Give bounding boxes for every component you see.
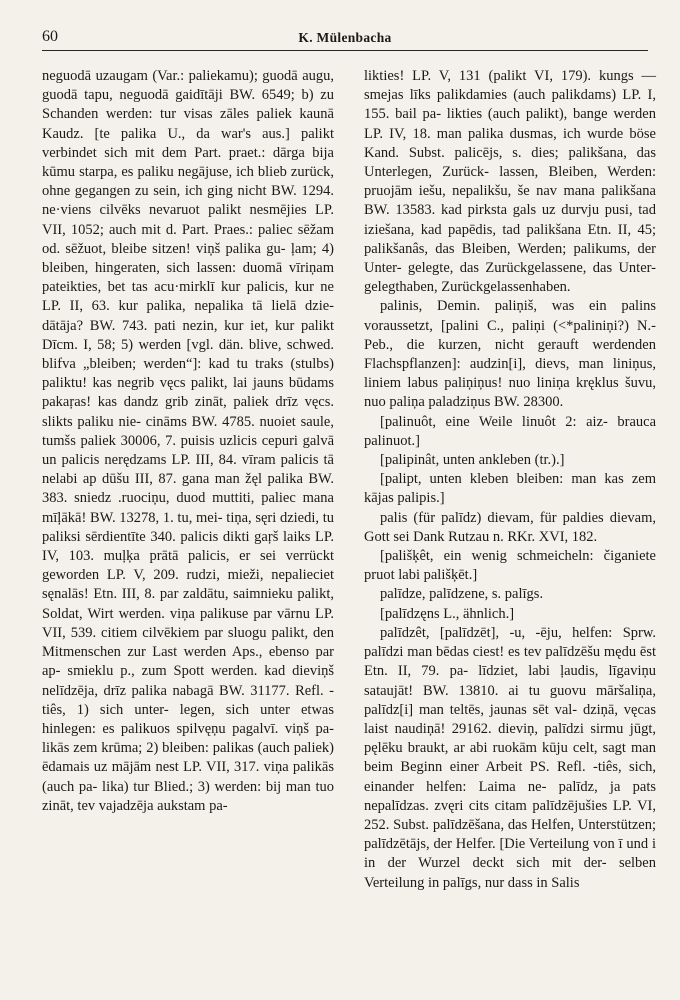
page-number: 60 [42, 28, 58, 45]
entry-paliskets: [pališķêt, ein wenig schmeicheln: čiganiete pruot labi pališķēt.] [364, 548, 656, 584]
entry-palidzens: [palīdzęns L., ähnlich.] [380, 605, 515, 622]
entry-palikt-end: likties! LP. V, 131 (palikt VI, 179). kungs — smejas līks palikdamies (auch palikdams) LP. I, 155. bail pa- likties (auch palikt), bange werden LP. IV, 18. man palika dusmas, ich wurde böse Kand. Subst. palicējs, s. dies; palikšana, das Unterlegen, Zurück- lassen, Bleiben, Werden: pruojām iešu, nepalikšu, še nav mana palikšana BW. 13583. kad pirksta gals uz durvju pusi, tad iziešana, kad papēdis, tad palikšana Etn. II, 45; palikšanâs, das Bleiben, Werden; palikums, der Unter- gelegte, das Zurückgelassene, das Unter- gelegthaben, Zurückgelassenhaben. [364, 68, 656, 296]
right-column [364, 67, 656, 893]
entry-palinuot: [palinuôt, eine Weile linuôt 2: aiz- brauca palinuot.] [364, 413, 656, 449]
entry-continuation: neguodā uzaugam (Var.: paliekamu); guodā augu, guodā tapu, neguodā gaidītāji BW. 6549; b) zu Schanden werden: tur visas zāles paliek kaunā Kaudz. [te palika U., da war's aus.] palikt verbindet sich mit dem Part. praet.: dārga bija kūmu starpa, es paliku negājuse, ich blieb zurück, ohne gegangen zu sein, ich ging nicht BW. 1294. ne·viens cilvēks nevaruot palikt nesmējies LP. VII, 1052; auch mit d. Part. Praes.: paliec sēžam od. sēžuot, bleibe sitzen! viņš palika gu- ļam; 4) bleiben, hingeraten, sich lassen: duomā vīriņam pateikties, bet tas acu·mirklī kur palicis, kur ne LP. II, 63. kur palika, nepalika tā lielā dzie- dātāja? BW. 743. pati nezin, kur iet, kur palikt Dīcm. I, 58; 5) werden [vgl. dän. blive, schwed. blifva „bleiben; werden“]: kad tu traks (stulbs) paliktu! kas negrib vęcs palikt, lai jauns būdams pakaŗas! kas dandz grib zināt, paliek drīz vęcs. slikts paliku nie- cināms BW. 4785. nuoiet saule, tumšs paliek 30006, 7. puisis uzlicis cepuri galvā un palicis nerędzams LP. III, 84. vīram palicis tā nelabi ap dūšu III, 87. gana man žęl palika BW. 383. sniedz .ruociņu, duod muttiti, paliec mana mīļākā! BW. 13278, 1. tu, mei- tiņa, sęri dziedi, tu paliksi sērdientīte 340. palicis dikti gaŗš laiks LP. IV, 103. muļķa prātā palicis, er sei verrückt geworden LP. V, 209. rudzi, mieži, nepalieciet sęnalās! Etn. III, 8. par zaldātu, saimnieku palikt, Soldat, Wirt werden. viņa palikuse par vārnu LP. VII, 539. citiem cilvēkiem par sluogu palikt, den Mitmenschen zur Last werden Aps., ebenso par ap- smieklu p., zum Spott werden. kad dieviņš nelīdzēja, drīz palika nabagā BW. 31177. Refl. -tiês, 1) sich unter- legen, sich unter etwas hinlegen: es palikuos spilvęņu pagalvī. viņš pa- likās zem krūma; 2) bleiben: palikas (auch paliek) ēdamais uz mājām nest LP. VII, 317. viņa palikās (auch pa- lika) tur Blied.; 3) werden: bij man tuo zināt, tev vajadzēja aukstam pa- [42, 68, 334, 814]
entry-palidzet: palīdzêt, [palīdzēt], -u, -ēju, helfen: Sprw. palīdzi man bēdas ciest! es tev palīdzēšu mędu ēst Etn. II, 79. pa- līdziet, labi ļaudis, līgaviņu sataujāt! BW. 13810. ai tu guovu māršaliņa, palīdz[i] man teltēs, jaunas sēt val- dziņā, vęcas laist naudiņā! 29162. dieviņ, palīdzi sirmu jūgt, pęlēku braukt, ar abi ruokām kūju celt, sagt man beim Beginn einer Arbeit PS. Refl. -tiês, sich, einander helfen: Laima ne- palīdz, ja pats nepalīdzas. zvęri cits citam palīdzējušies LP. VI, 252. Subst. palīdzēšana, das Helfen, Unterstützen; palīdzētājs, der Helfer. [Die Verteilung von ī und i in der Wurzel deckt sich mit der- selben Verteilung in palīgs, nur dass in Salis [364, 624, 656, 891]
entry-palipt: [palipt, unten kleben bleiben: man kas zem kājas palipis.] [364, 471, 656, 507]
entry-palis: palis (für palīdz) dievam, für paldies dievam, Gott sei Dank Rutzau n. RKr. XVI, 182. [364, 509, 656, 545]
left-column [42, 67, 334, 816]
entry-palinis: palinis, Demin. paliņiš, was ein palins voraussetzt, [palini C., paliņi (<*paliniņi?) N.-Peb., die kurzen, nicht gerauft werdenden Flachspflanzen]: audzin[i], dievs, man liniņus, liniem labus paliņiņus! nuo liniņa kręklus šuvu, nuo paliņa paladziņus BW. 28300. [364, 298, 656, 411]
entry-palipinat: [palipinât, unten ankleben (tr.).] [380, 452, 565, 469]
page-header [42, 28, 648, 51]
running-title: K. Mülenbacha [298, 30, 392, 45]
entry-palidze: palīdze, palīdzene, s. palīgs. [380, 586, 544, 603]
